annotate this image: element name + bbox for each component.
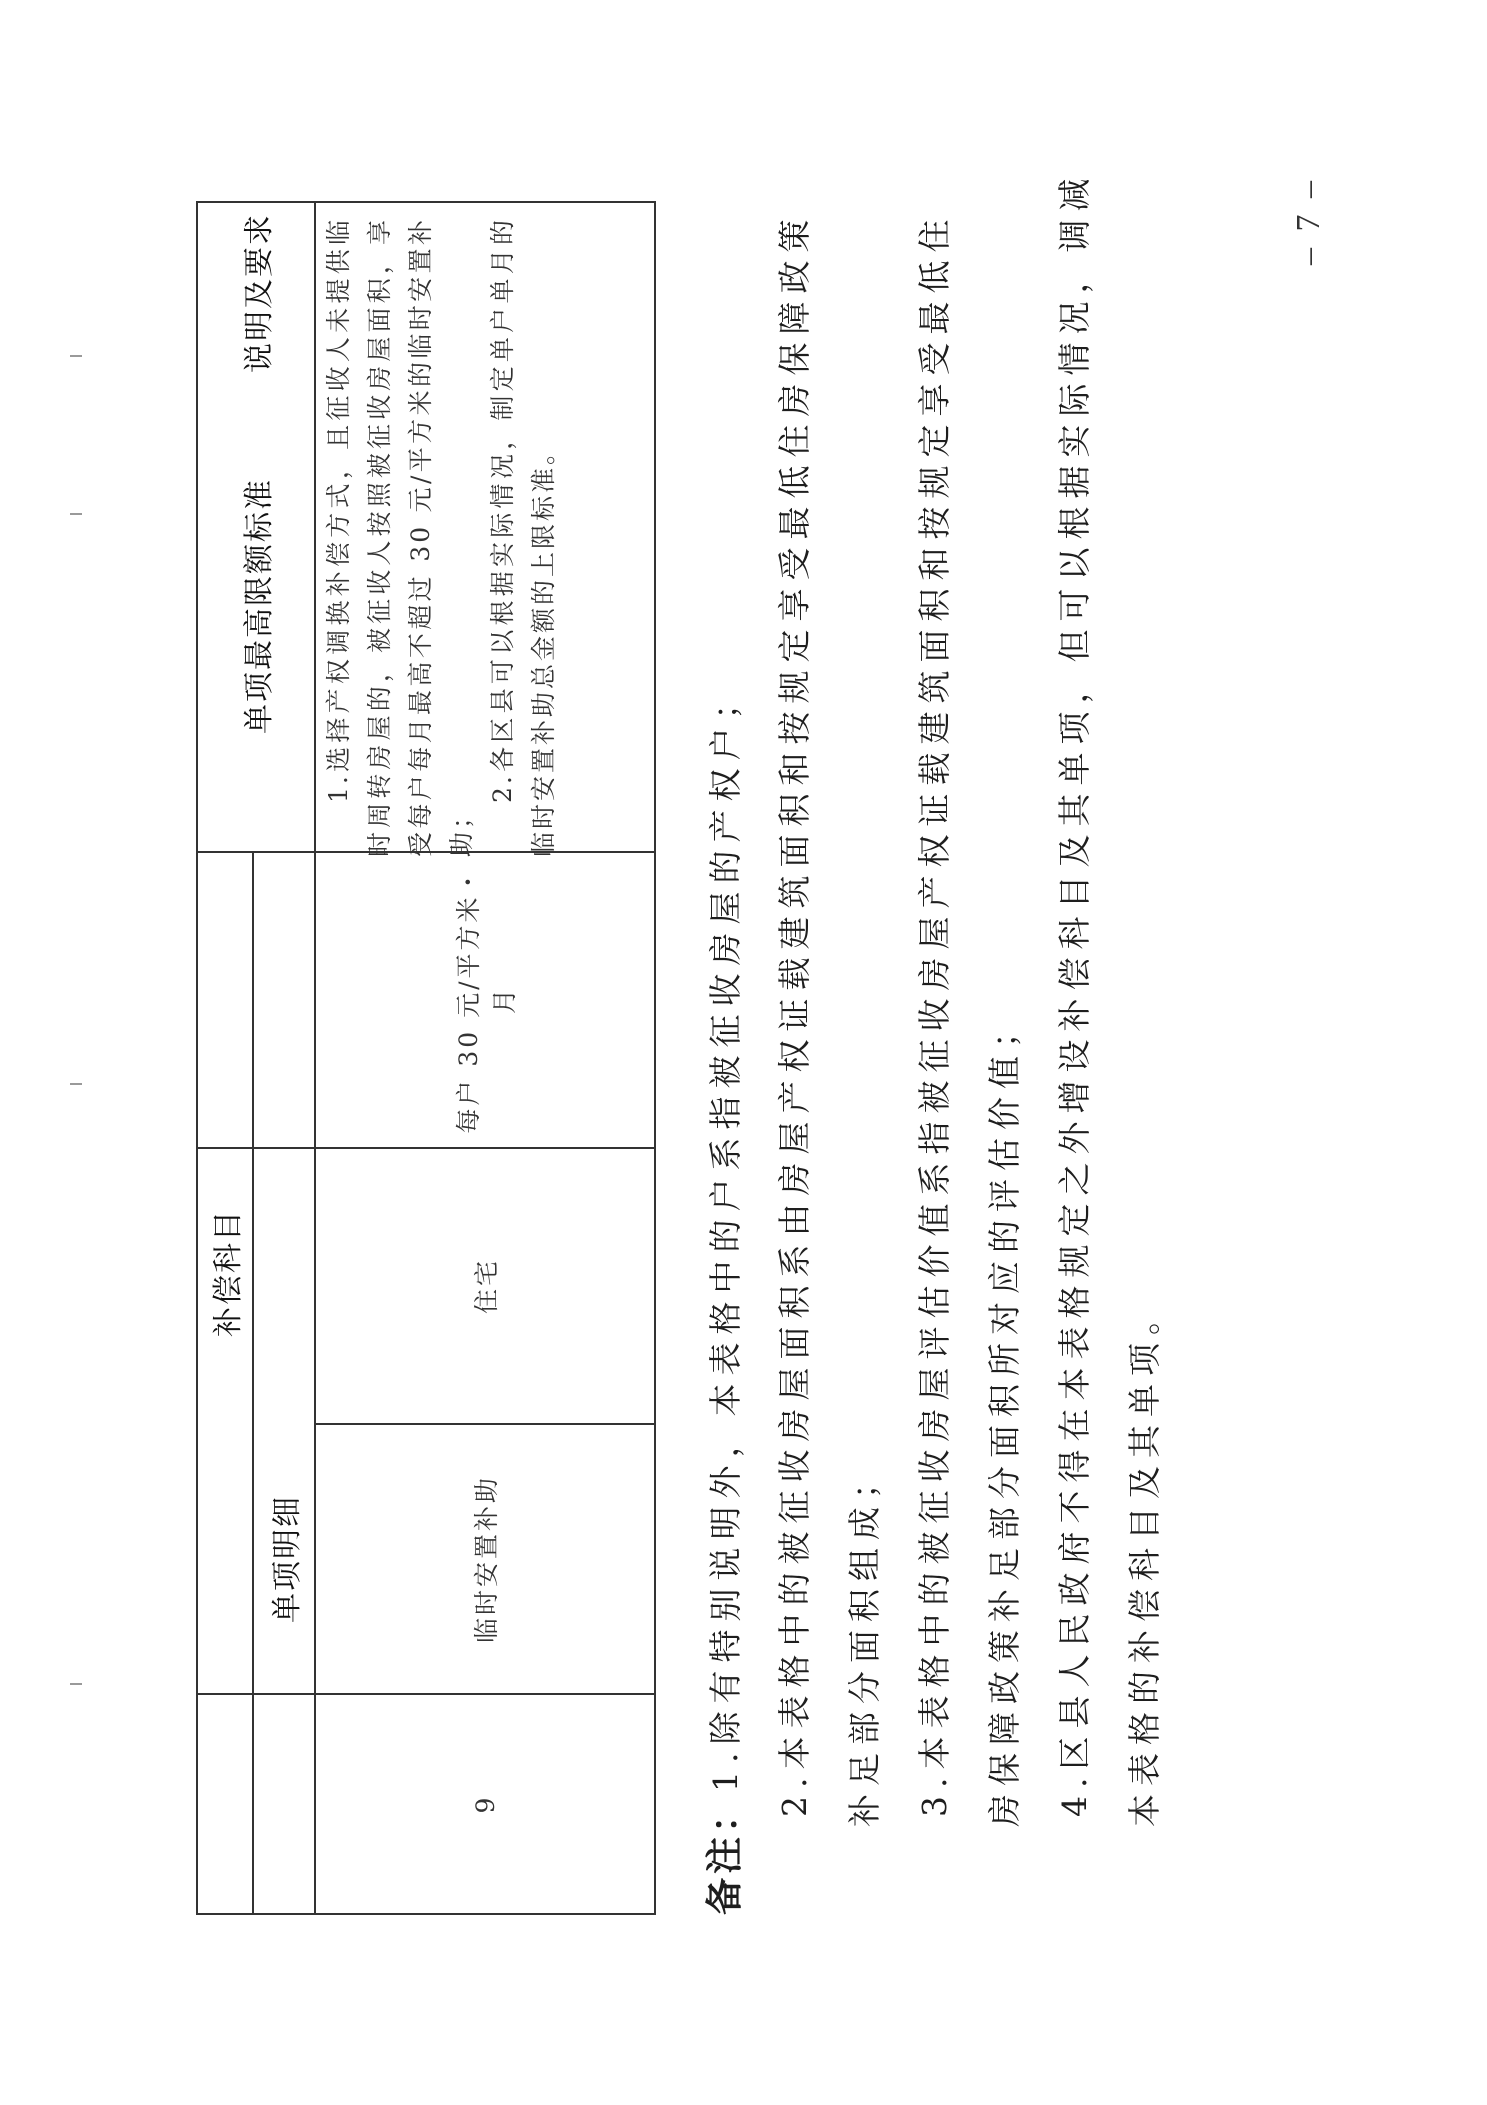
header-description: 说明及要求 <box>242 213 277 373</box>
remark-text: 1.除有特别说明外，本表格中的户系指被征收房屋的产权户； <box>706 678 745 1792</box>
row-divider <box>252 853 254 1913</box>
remark-line-5: 房保障政策补足部分面积所对应的评估价值； <box>985 1007 1024 1827</box>
header-item-detail: 单项明细 <box>270 1495 305 1623</box>
description-point-2: 2.各区县可以根据实际情况，制定单户单月的临时安置补助总金额的上限标准。 <box>488 217 558 857</box>
row-standard: 每户 30 元/平方米・月 <box>454 866 519 1134</box>
remark-line-2: 2.本表格中的被征收房屋面积系由房屋产权证载建筑面积和按规定享受最低住房保障政策 <box>775 211 814 1817</box>
remark-line-1 <box>690 185 760 1915</box>
description-point-1: 1.选择产权调换补偿方式，且征收人未提供临时周转房屋的，被征收人按照被征收房屋面积，享受每户每月最高不超过 30 元/平方米的临时安置补助； <box>324 217 476 857</box>
remarks-label: 备注： <box>703 1792 746 1915</box>
scan-mark <box>70 1683 82 1685</box>
remark-line-4: 3.本表格中的被征收房屋评估价值系指被征收房屋产权证载建筑面积和按规定享受最低住 <box>915 211 954 1817</box>
remark-line-6: 4.区县人民政府不得在本表格规定之外增设补偿科目及其单项，但可以根据实际情况，调减 <box>1055 170 1094 1817</box>
row-description <box>318 217 564 857</box>
remarks-section <box>690 170 1180 1915</box>
row-index: 9 <box>470 1794 500 1814</box>
scan-mark <box>70 1083 82 1085</box>
header-max-standard: 单项最高限额标准 <box>242 478 277 734</box>
row-subject: 临时安置补助 <box>472 1475 501 1644</box>
header-compensation-subject: 补偿科目 <box>211 1209 246 1337</box>
remark-line-7: 本表格的补偿科目及其单项。 <box>1125 1294 1164 1827</box>
remark-line-3: 补足部分面积组成； <box>845 1458 884 1827</box>
scan-mark <box>70 513 82 515</box>
row-detail: 住宅 <box>472 1258 501 1315</box>
scan-mark <box>70 355 82 357</box>
page-number: – 7 – <box>1290 177 1327 265</box>
